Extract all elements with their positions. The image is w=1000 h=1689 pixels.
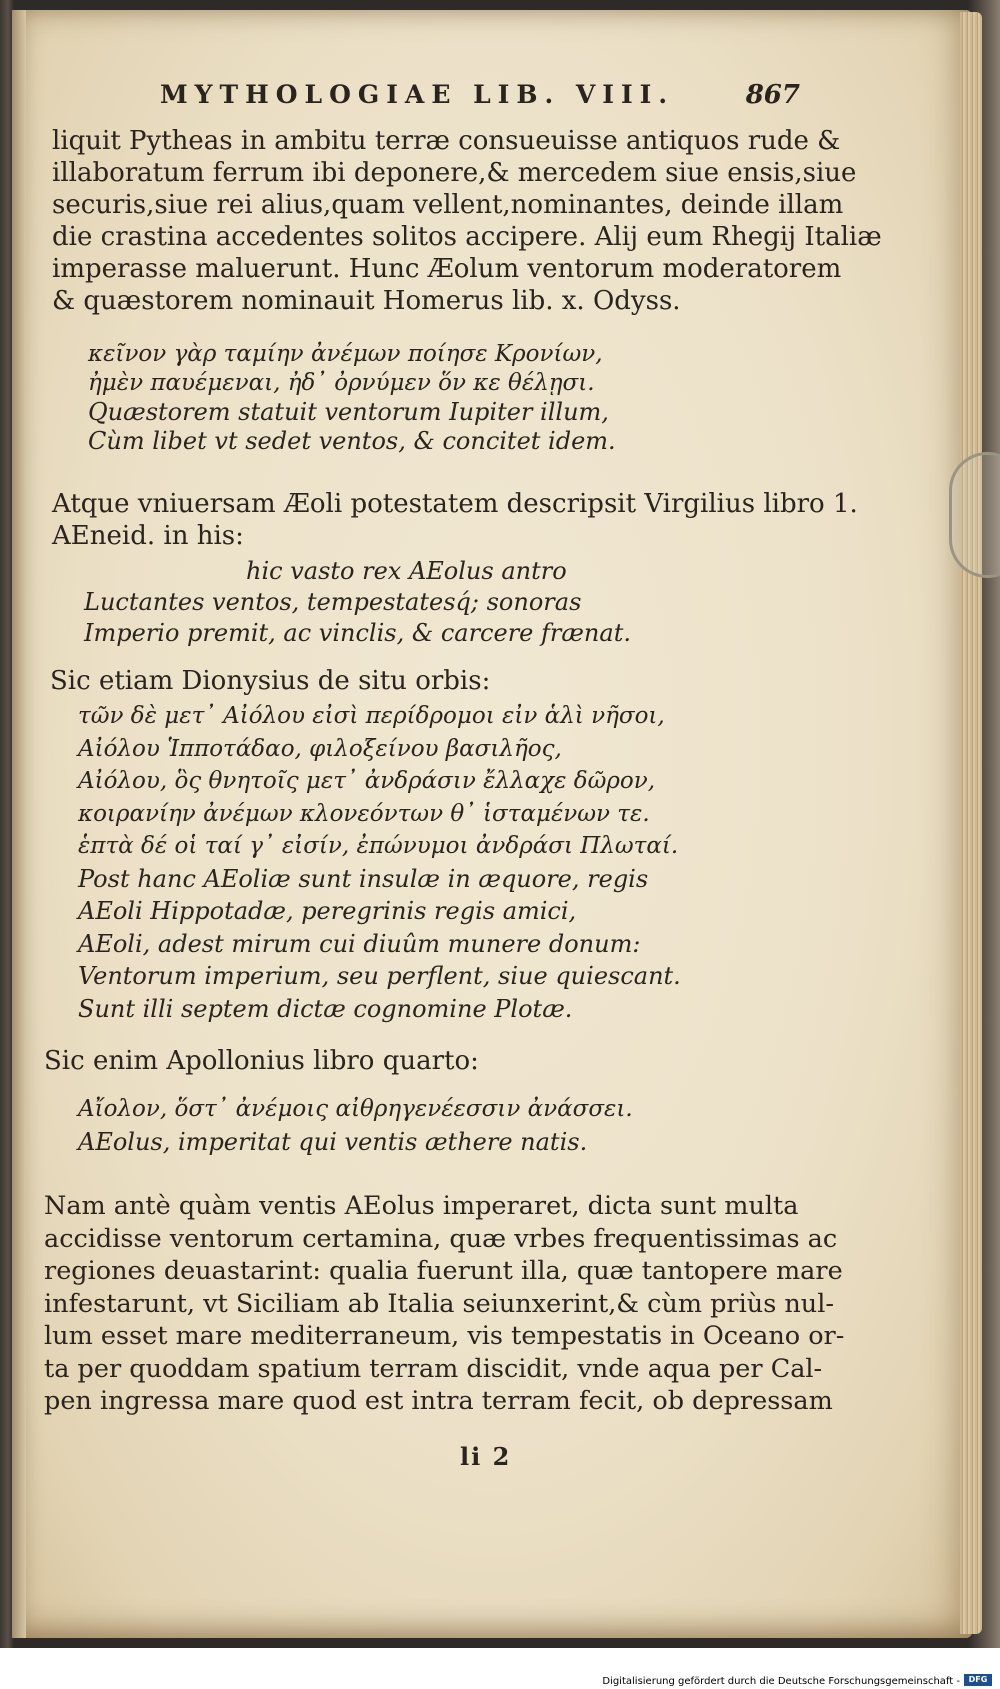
greek-verse: ἑπτὰ δέ οἱ ταί γ᾽ εἰσίν, ἐπώνυμοι ἀνδράσι Πλωταί. (78, 833, 679, 859)
text-line: pen ingressa mare quod est intra terram fecit, ob depressam (44, 1386, 833, 1416)
latin-verse: AEolus, imperitat qui ventis æthere natis. (78, 1128, 588, 1156)
paragraph-1 (52, 125, 882, 317)
paragraph-5 (44, 1190, 844, 1418)
text-line: imperasse maluerunt. Hunc Æolum ventorum moderatorem (52, 254, 842, 284)
paragraph-3 (50, 665, 490, 697)
text-line: accidisse ventorum certamina, quæ vrbes frequentissimas ac (44, 1223, 838, 1254)
text-line: illaboratum ferrum ibi deponere,& mercedem siue ensis,siue (52, 158, 857, 188)
greek-verse: ἠμὲν παυέμεναι, ἠδ᾽ ὀρνύμεν ὅν κε θέλῃσι. (88, 370, 595, 396)
paragraph-2 (52, 488, 858, 552)
latin-verse: Imperio premit, ac vinclis, & carcere frænat. (84, 619, 631, 647)
latin-verse: AEoli, adest mirum cui diuûm munere donum: (78, 929, 641, 958)
text-line: liquit Pytheas in ambitu terræ consueuisse antiquos rude & (52, 126, 841, 156)
quote-virgil (84, 556, 631, 649)
text-line: die crastina accedentes solitos accipere. Alij eum Rhegij Italiæ (52, 222, 882, 252)
page-header (160, 80, 800, 110)
quote-dionysius (78, 700, 681, 1025)
dfg-logo: DFG (964, 1674, 992, 1686)
page-number: 867 (745, 80, 800, 110)
text-line: AEneid. in his: (52, 521, 244, 551)
page-gutter (12, 10, 26, 1638)
greek-verse: Αἰόλου Ἱπποτάδαο, φιλοξείνου βασιλῆος, (78, 735, 562, 762)
greek-verse: τῶν δὲ μετ᾽ Αἰόλου εἰσὶ περίδρομοι εἰν ἁλὶ νῆσοι, (78, 703, 665, 729)
latin-verse: Post hanc AEoliæ sunt insulæ in æquore, regis (78, 864, 649, 893)
greek-verse: Αἴολον, ὅστ᾽ ἀνέμοις αἰθρηγενέεσσιν ἀνάσσει. (78, 1096, 633, 1122)
text-line: lum esset mare mediterraneum, vis tempestatis in Oceano or- (44, 1321, 845, 1351)
digitization-credit: Digitalisierung gefördert durch die Deutsche Forschungsgemeinschaft - (602, 1676, 960, 1687)
greek-verse: κεῖνον γὰρ ταμίην ἀνέμων ποίησε Κρονίων, (88, 341, 603, 367)
signature-mark: li 2 (460, 1442, 512, 1471)
latin-verse: Luctantes ventos, tempestatesq́; sonoras (84, 588, 582, 616)
page-fore-edge (960, 12, 982, 1634)
text-line: infestarunt, vt Siciliam ab Italia seiunxerint,& cùm priùs nul- (44, 1288, 835, 1319)
latin-verse: Ventorum imperium, seu perflent, siue quiescant. (78, 962, 681, 990)
text-line: & quæstorem nominauit Homerus lib. x. Odyss. (52, 286, 681, 316)
text-line: ta per quoddam spatium terram discidit, vnde aqua per Cal- (44, 1353, 823, 1384)
greek-verse: Αἰόλου, ὃς θνητοῖς μετ᾽ ἀνδράσιν ἔλλαχε δῶρον, (78, 768, 656, 794)
quote-homer (88, 340, 616, 456)
text-line: Sic etiam Dionysius de situ orbis: (50, 666, 491, 696)
greek-verse: κοιρανίην ἀνέμων κλονεόντων θ᾽ ἱσταμένων τε. (78, 800, 650, 827)
quote-apollonius (78, 1093, 633, 1159)
text-line: securis,siue rei alius,quam vellent,nominantes, deinde illam (52, 190, 844, 220)
paragraph-4 (44, 1045, 479, 1077)
latin-verse: Sunt illi septem dictæ cognomine Plotæ. (78, 994, 573, 1023)
text-line: Nam antè quàm ventis AEolus imperaret, dicta sunt multa (44, 1191, 799, 1221)
page-clip (949, 452, 1000, 578)
text-line: Sic enim Apollonius libro quarto: (44, 1046, 479, 1076)
latin-verse: hic vasto rex AEolus antro (246, 557, 567, 585)
latin-verse: AEoli Hippotadæ, peregrinis regis amici, (78, 897, 577, 925)
latin-verse: Cùm libet vt sedet ventos, & concitet idem. (88, 427, 616, 455)
text-line: regiones deuastarint: qualia fuerunt illa, quæ tantopere mare (44, 1256, 843, 1286)
latin-verse: Quæstorem statuit ventorum Iupiter illum, (88, 398, 609, 426)
running-title: MYTHOLOGIAE LIB. VIII. (160, 80, 675, 109)
text-line: Atque vniuersam Æoli potestatem descripsit Virgilius libro 1. (52, 489, 858, 519)
